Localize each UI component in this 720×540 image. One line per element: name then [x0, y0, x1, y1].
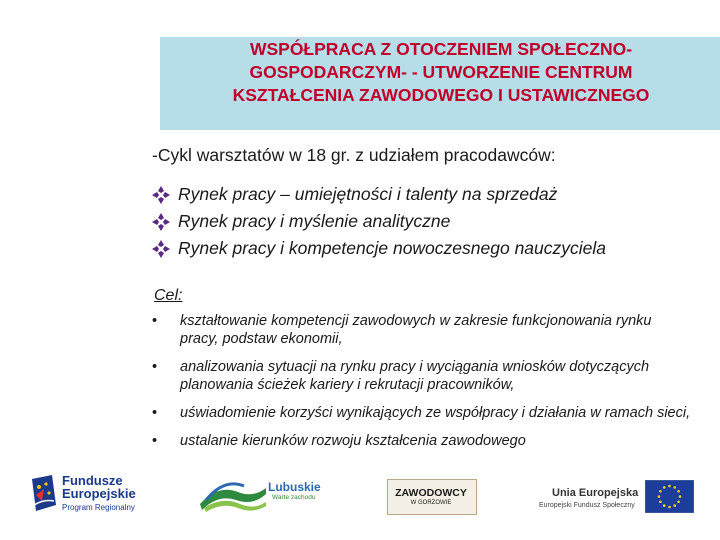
goal-item	[152, 358, 692, 394]
topic-text: Rynek pracy i kompetencje nowoczesnego nauczyciela	[178, 238, 607, 258]
lubuskie-logo-icon	[198, 474, 268, 516]
fundusze-sub: Program Regionalny	[62, 503, 135, 512]
bullet-icon: •	[152, 433, 158, 449]
bullet-icon: •	[152, 313, 158, 329]
bullet-icon: •	[152, 405, 158, 421]
goal-text: ustalanie kierunków rozwoju kształcenia zawodowego	[180, 433, 526, 449]
fundusze-europejskie-logo-icon	[30, 475, 58, 513]
fundusze-line2: Europejskie	[62, 486, 136, 501]
topics-list	[152, 181, 712, 262]
slide-title: WSPÓŁPRACA Z OTOCZENIEM SPOŁECZNO-GOSPODARCZYM- - UTWORZENIE CENTRUM KSZTAŁCENIA ZAWODOWEGO I USTAWICZNEGO	[232, 39, 650, 105]
topic-text: Rynek pracy i myślenie analityczne	[178, 211, 451, 231]
ue-sub: Europejski Fundusz Społeczny	[539, 502, 635, 509]
zawodowcy-logo-text: ZAWODOWCY	[395, 487, 467, 499]
goals-list	[152, 312, 692, 460]
fundusze-line1: Fundusze	[62, 473, 123, 488]
lubuskie-logo-text: Lubuskie	[268, 480, 321, 494]
topic-item	[152, 181, 712, 208]
diamond-bullet-icon	[152, 186, 170, 204]
goal-label: Cel:	[154, 287, 183, 304]
topic-item	[152, 208, 712, 235]
fundusze-logo-text	[62, 474, 136, 500]
goal-item	[152, 404, 692, 422]
diamond-bullet-icon	[152, 240, 170, 258]
diamond-bullet-icon	[152, 213, 170, 231]
ue-logo-text: Unia Europejska	[552, 487, 639, 499]
topic-item	[152, 235, 712, 262]
lubuskie-sub: Warte zachodu	[272, 494, 316, 501]
goal-item	[152, 312, 692, 348]
topic-text: Rynek pracy – umiejętności i talenty na sprzedaż	[178, 184, 558, 204]
goal-text: kształtowanie kompetencji zawodowych w zakresie funkcjonowania rynku pracy, podstaw ekonomii,	[180, 313, 652, 347]
intro-text: -Cykl warsztatów w 18 gr. z udziałem pracodawców:	[152, 145, 556, 165]
bullet-icon: •	[152, 359, 158, 375]
zawodowcy-sub: W GORZOWIE	[410, 500, 452, 506]
goal-text: analizowania sytuacji na rynku pracy i wyciągania wniosków dotyczących planowania ścieżek kariery i rekrutacji pracowników,	[180, 359, 650, 393]
eu-flag-icon	[645, 480, 694, 513]
goal-text: uświadomienie korzyści wynikających ze współpracy i działania w ramach sieci,	[180, 405, 691, 421]
goal-item	[152, 432, 692, 450]
